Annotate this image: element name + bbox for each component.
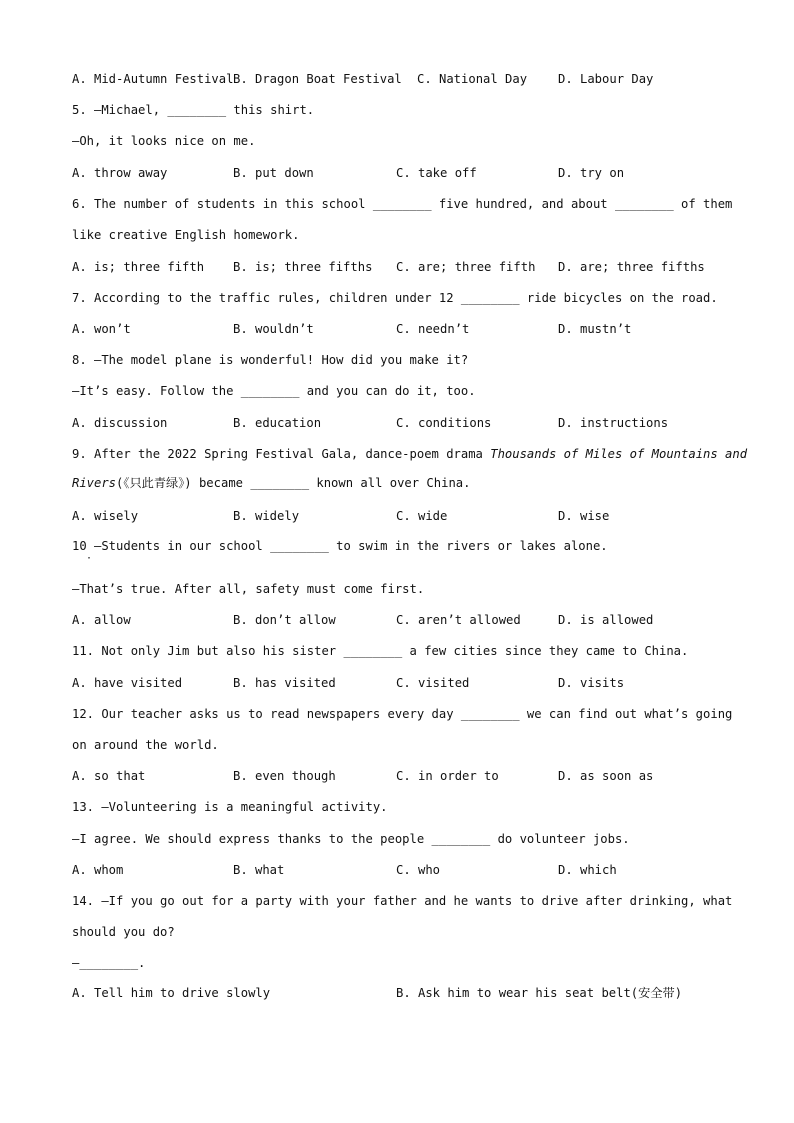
- q9-stem-line1: [72, 446, 747, 462]
- q11-option-d[interactable]: D. visits: [558, 676, 625, 690]
- q7-options: [72, 321, 752, 417]
- q11-option-b[interactable]: B. has visited: [233, 676, 336, 690]
- q9-title-italic-cont: Rivers: [72, 476, 117, 490]
- q9-stem-line2: [72, 475, 470, 491]
- q13-option-a[interactable]: A. whom: [72, 863, 124, 877]
- q11-option-a[interactable]: A. have visited: [72, 676, 183, 690]
- q10-option-a[interactable]: A. allow: [72, 613, 131, 627]
- q9-stem-text: 9. After the 2022 Spring Festival Gala, dance-poem drama: [72, 447, 491, 461]
- q12-options: [72, 768, 752, 864]
- q4-options: [72, 71, 752, 167]
- q13-option-d[interactable]: D. which: [558, 863, 617, 877]
- q14-options: [72, 985, 752, 1049]
- q6-option-d[interactable]: D. are; three fifths: [558, 260, 705, 274]
- q8-option-b[interactable]: B. education: [233, 416, 322, 430]
- q8-option-a[interactable]: A. discussion: [72, 416, 168, 430]
- q5-options: [72, 165, 752, 261]
- q5-option-a[interactable]: A. throw away: [72, 166, 168, 180]
- q4-option-c[interactable]: C. National Day: [417, 72, 528, 86]
- q7-option-b[interactable]: B. wouldn’t: [233, 322, 314, 336]
- q5-stem: 5. —Michael, ________ this shirt.: [72, 103, 315, 117]
- q5-option-b[interactable]: B. put down: [233, 166, 314, 180]
- q5-option-c[interactable]: C. take off: [396, 166, 477, 180]
- q14-option-a[interactable]: A. Tell him to drive slowly: [72, 986, 271, 1000]
- stray-dot-mark: ·: [86, 553, 93, 564]
- q14-stem-line1: 14. —If you go out for a party with your father and he wants to drive after drinking, what: [72, 894, 733, 908]
- q7-option-d[interactable]: D. mustn’t: [558, 322, 632, 336]
- q11-option-c[interactable]: C. visited: [396, 676, 470, 690]
- q5-option-d[interactable]: D. try on: [558, 166, 625, 180]
- q6-stem-line1: 6. The number of students in this school ________ five hundred, and about ________ of them: [72, 197, 733, 211]
- q10-option-b[interactable]: B. don’t allow: [233, 613, 336, 627]
- q14-reply: —________.: [72, 956, 146, 970]
- q10-reply: —That’s true. After all, safety must come first.: [72, 582, 425, 596]
- q12-option-a[interactable]: A. so that: [72, 769, 146, 783]
- q12-option-c[interactable]: C. in order to: [396, 769, 499, 783]
- q12-stem-line2: on around the world.: [72, 738, 219, 752]
- q8-options: [72, 415, 752, 511]
- q9-option-a[interactable]: A. wisely: [72, 509, 139, 523]
- q13-stem: 13. —Volunteering is a meaningful activity.: [72, 800, 388, 814]
- q9-title-italic: Thousands of Miles of Mountains and: [490, 447, 748, 461]
- q8-option-c[interactable]: C. conditions: [396, 416, 492, 430]
- q11-stem: 11. Not only Jim but also his sister ________ a few cities since they came to China.: [72, 644, 689, 658]
- q8-option-d[interactable]: D. instructions: [558, 416, 669, 430]
- q11-options: [72, 675, 752, 771]
- q13-option-b[interactable]: B. what: [233, 863, 285, 877]
- q8-stem: 8. —The model plane is wonderful! How did you make it?: [72, 353, 469, 367]
- q14-stem-line2: should you do?: [72, 925, 175, 939]
- q12-stem-line1: 12. Our teacher asks us to read newspapers every day ________ we can find out what’s going: [72, 707, 733, 721]
- q4-option-a[interactable]: A. Mid-Autumn Festival: [72, 72, 234, 86]
- q13-reply: —I agree. We should express thanks to the people ________ do volunteer jobs.: [72, 832, 630, 846]
- q5-reply: —Oh, it looks nice on me.: [72, 134, 256, 148]
- q4-option-b[interactable]: B. Dragon Boat Festival: [233, 72, 402, 86]
- q7-option-a[interactable]: A. won’t: [72, 322, 131, 336]
- q12-option-b[interactable]: B. even though: [233, 769, 336, 783]
- q10-option-c[interactable]: C. aren’t allowed: [396, 613, 521, 627]
- q7-stem: 7. According to the traffic rules, children under 12 ________ ride bicycles on the road.: [72, 291, 718, 305]
- q13-option-c[interactable]: C. who: [396, 863, 441, 877]
- q6-option-a[interactable]: A. is; three fifth: [72, 260, 205, 274]
- q6-option-c[interactable]: C. are; three fifth: [396, 260, 536, 274]
- q14-option-b[interactable]: B. Ask him to wear his seat belt(安全带): [396, 986, 683, 1000]
- q6-stem-line2: like creative English homework.: [72, 228, 300, 242]
- q9-option-b[interactable]: B. widely: [233, 509, 300, 523]
- q9-stem-text-cont: (《只此青绿》) became ________ known all over China.: [116, 476, 471, 490]
- q9-option-d[interactable]: D. wise: [558, 509, 610, 523]
- q10-option-d[interactable]: D. is allowed: [558, 613, 654, 627]
- q8-reply: —It’s easy. Follow the ________ and you can do it, too.: [72, 384, 476, 398]
- q7-option-c[interactable]: C. needn’t: [396, 322, 470, 336]
- q13-options: [72, 862, 752, 958]
- q6-option-b[interactable]: B. is; three fifths: [233, 260, 373, 274]
- q9-option-c[interactable]: C. wide: [396, 509, 448, 523]
- q12-option-d[interactable]: D. as soon as: [558, 769, 654, 783]
- q10-stem: 10 —Students in our school ________ to swim in the rivers or lakes alone.: [72, 539, 608, 553]
- q4-option-d[interactable]: D. Labour Day: [558, 72, 654, 86]
